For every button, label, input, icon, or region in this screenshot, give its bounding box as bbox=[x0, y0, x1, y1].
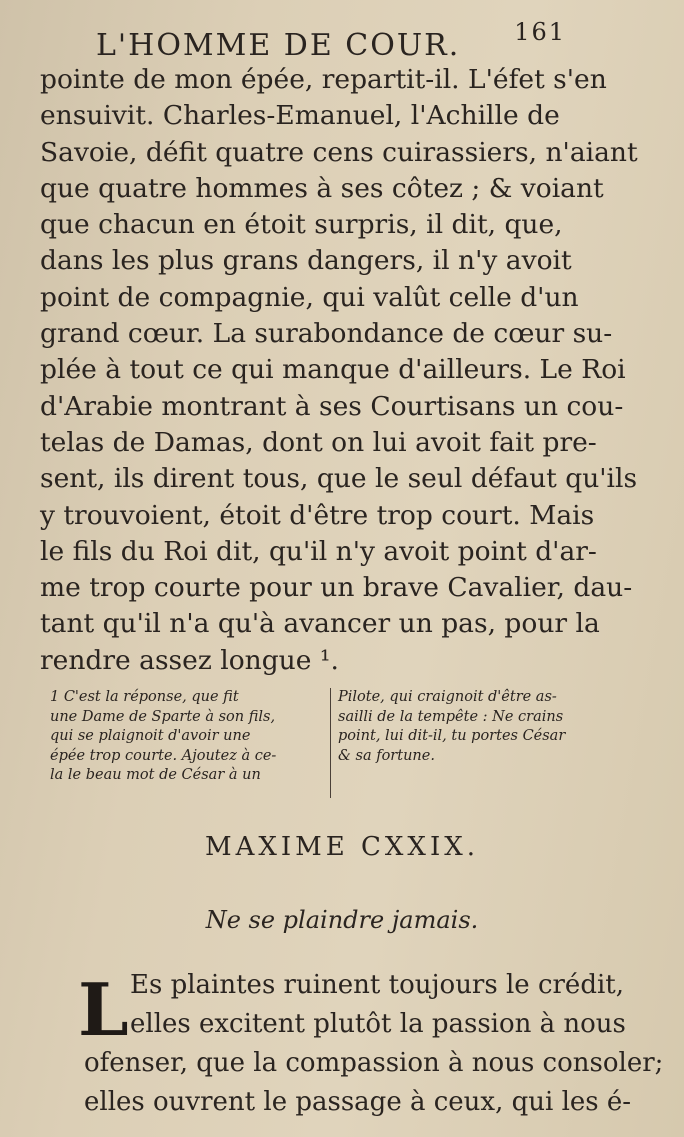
text-line: elles excitent plutôt la passion à nous bbox=[130, 1009, 626, 1039]
footnote-line: sailli de la tempête : Ne crains bbox=[338, 708, 564, 725]
text-line: grand cœur. La surabondance de cœur su- bbox=[40, 318, 613, 350]
text-line: point de compagnie, qui valût celle d'un bbox=[40, 281, 579, 313]
text-line: ofenser, que la compassion à nous consoler; bbox=[84, 1048, 664, 1078]
maxim-heading: MAXIME CXXIX. bbox=[204, 832, 479, 862]
footnote-line: 1 C'est la réponse, que fit bbox=[50, 689, 239, 705]
maxim-subtitle: Ne se plaindre jamais. bbox=[205, 906, 479, 934]
footnote-line: la le beau mot de César à un bbox=[50, 767, 261, 783]
text-line: me trop courte pour un brave Cavalier, dau- bbox=[40, 572, 633, 604]
footnote-divider bbox=[330, 688, 331, 798]
text-line: d'Arabie montrant à ses Courtisans un cou- bbox=[40, 390, 624, 422]
body-paragraph bbox=[40, 62, 638, 679]
text-line: dans les plus grans dangers, il n'y avoit bbox=[40, 245, 572, 277]
footnote-line: une Dame de Sparte à son fils, bbox=[50, 708, 276, 725]
running-head bbox=[96, 14, 566, 63]
text-line: que chacun en étoit surpris, il dit, que, bbox=[40, 209, 563, 241]
text-line: telas de Damas, dont on lui avoit fait pre- bbox=[40, 426, 597, 458]
text-line: Savoie, défit quatre cens cuirassiers, n'aiant bbox=[40, 136, 638, 168]
footnote-line: Pilote, qui craignoit d'être as- bbox=[338, 689, 557, 705]
footnote-line: & sa fortune. bbox=[338, 747, 435, 764]
page-number: 161 bbox=[514, 18, 566, 46]
footnote-left-column bbox=[50, 688, 325, 786]
text-line: ensuivit. Charles-Emanuel, l'Achille de bbox=[40, 100, 560, 132]
maxim-paragraph bbox=[84, 966, 664, 1122]
text-line: tant qu'il n'a qu'à avancer un pas, pour la bbox=[40, 608, 600, 640]
footnote-line: point, lui dit-il, tu portes César bbox=[338, 728, 566, 744]
footnote-line: qui se plaignoit d'avoir une bbox=[50, 728, 251, 744]
text-line: rendre assez longue ¹. bbox=[40, 644, 339, 676]
text-line: Es plaintes ruinent toujours le crédit, bbox=[130, 970, 624, 1000]
text-line: elles ouvrent le passage à ceux, qui les é- bbox=[84, 1087, 632, 1117]
running-title: L'HOMME DE COUR. bbox=[96, 28, 461, 63]
text-line: sent, ils dirent tous, que le seul défaut qu'ils bbox=[40, 463, 638, 495]
text-line: y trouvoient, étoit d'être trop court. Mais bbox=[40, 499, 595, 531]
text-line: que quatre hommes à ses côtez ; & voiant bbox=[40, 172, 604, 204]
footnote-right-column bbox=[338, 688, 628, 766]
footnote-line: épée trop courte. Ajoutez à ce- bbox=[50, 747, 277, 764]
drop-cap: L bbox=[78, 967, 129, 1052]
text-line: plée à tout ce qui manque d'ailleurs. Le Roi bbox=[40, 354, 626, 386]
text-line: le fils du Roi dit, qu'il n'y avoit point d'ar- bbox=[40, 535, 597, 567]
text-line: pointe de mon épée, repartit-il. L'éfet s'en bbox=[40, 64, 607, 95]
